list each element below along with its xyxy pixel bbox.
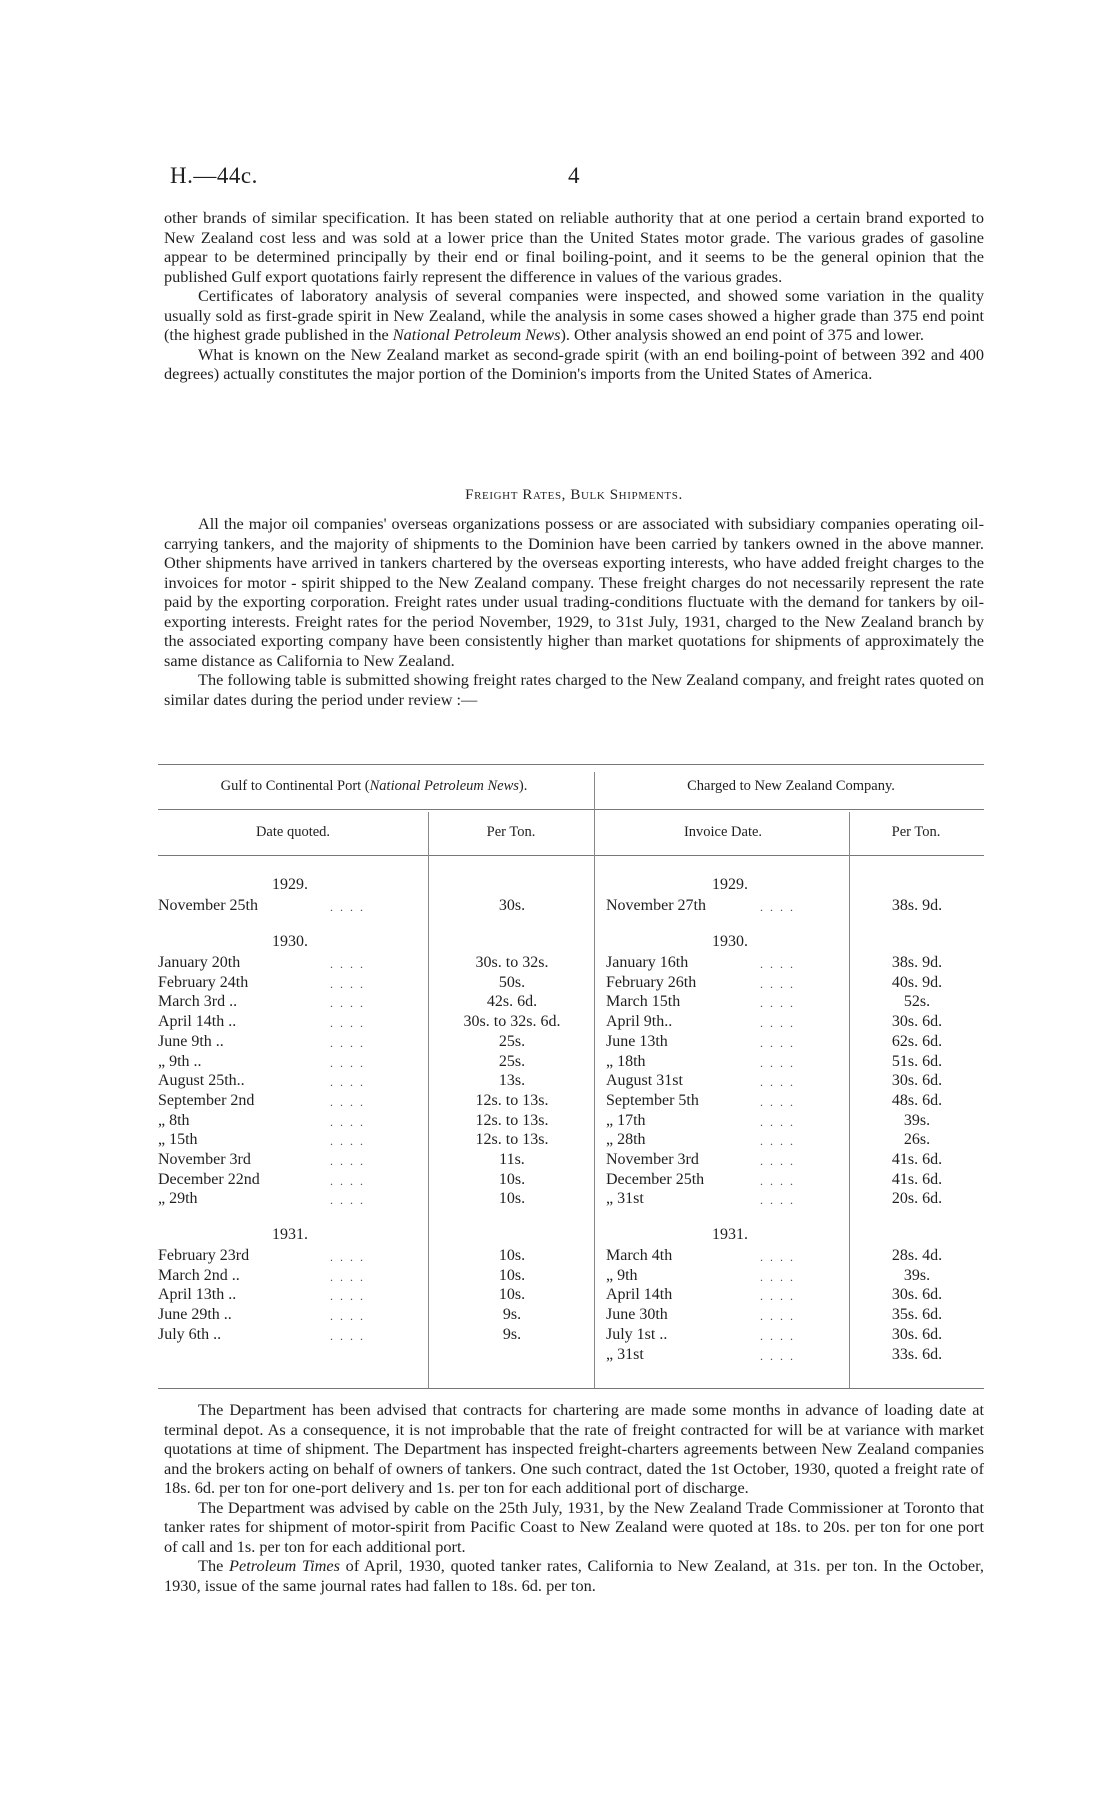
- leader-dots: . . . .: [330, 1193, 365, 1208]
- leader-dots: . . . .: [760, 1250, 795, 1264]
- leader-dots: . . . .: [330, 1289, 365, 1304]
- paragraph: The following table is submitted showing freight rates charged to the New Zealand company, and freight rates quoted on similar dates during the period under review :—: [164, 670, 984, 709]
- left-date-cell: January 20th: [158, 954, 241, 971]
- bottom-text-block: [164, 1400, 984, 1595]
- left-date-cell: „ 29th: [158, 1190, 198, 1208]
- right-date-cell: March 15th: [606, 993, 681, 1011]
- leader-dots: . . . .: [760, 976, 795, 991]
- leader-dots: . . . .: [330, 1016, 365, 1031]
- year-label: 1931.: [272, 1226, 308, 1243]
- right-col-divider: [849, 812, 850, 1388]
- leader-dots: . . . .: [760, 1173, 795, 1188]
- leader-dots: . . . .: [760, 1328, 795, 1343]
- section-title: Freight Rates, Bulk Shipments.: [465, 487, 683, 503]
- left-group-header: Gulf to Continental Port (National Petroleum News).: [220, 778, 528, 794]
- left-rate-cell: 25s.: [498, 1032, 526, 1050]
- leader-dots: . . . .: [330, 1328, 365, 1343]
- left-rate-cell: 10s.: [498, 1170, 526, 1188]
- right-date-cell: „ 31st: [606, 1345, 644, 1363]
- col-date-quoted: Date quoted.: [255, 824, 331, 840]
- left-date-cell: March 3rd ..: [158, 993, 238, 1011]
- leader-dots: . . . .: [760, 1309, 795, 1324]
- right-date-cell: „ 28th: [606, 1131, 646, 1149]
- right-date-cell: August 31st: [606, 1072, 683, 1090]
- top-text-block: [164, 208, 984, 384]
- left-date-cell: „ 8th: [158, 1111, 190, 1129]
- right-date-cell: March 4th: [606, 1247, 673, 1264]
- left-rate-cell: 30s. to 32s. 6d.: [463, 1013, 561, 1031]
- right-date-cell: November 3rd: [606, 1151, 699, 1168]
- paragraph: Certificates of laboratory analysis of several companies were inspected, and showed some variation in the quality usually sold as first-grade spirit in New Zealand, while the analysis in some cases showed a higher grade than 375 end point (the highest grade published in the National Petroleum News). Other analysis showed an end point of 375 and lower.: [164, 286, 984, 344]
- right-rate-cell: 38s. 9d.: [891, 897, 943, 914]
- left-rate-cell: 10s.: [498, 1286, 526, 1304]
- leader-dots: . . . .: [760, 1094, 795, 1109]
- left-date-cell: June 29th ..: [158, 1306, 232, 1324]
- right-date-cell: January 16th: [606, 954, 689, 971]
- leader-dots: . . . .: [330, 957, 365, 971]
- document-reference: H.—44c.: [170, 163, 258, 188]
- right-rate-cell: 26s.: [903, 1131, 931, 1149]
- left-date-cell: March 2nd ..: [158, 1266, 240, 1284]
- left-rate-cell: 12s. to 13s.: [475, 1091, 549, 1109]
- left-rate-cell: 25s.: [498, 1052, 526, 1070]
- right-date-cell: „ 31st: [606, 1190, 644, 1208]
- left-date-cell: June 9th ..: [158, 1032, 224, 1050]
- leader-dots: . . . .: [760, 1134, 795, 1149]
- left-date-cell: „ 9th ..: [158, 1052, 202, 1070]
- left-date-cell: April 13th ..: [158, 1286, 237, 1304]
- col-invoice-date: Invoice Date.: [683, 824, 763, 840]
- leader-dots: . . . .: [330, 1269, 365, 1284]
- right-rate-cell: 30s. 6d.: [891, 1325, 943, 1343]
- paragraph: What is known on the New Zealand market as second-grade spirit (with an end boiling-point of between 392 and 400 degrees) actually constitutes the major portion of the Dominion's imports from the United States of America.: [164, 344, 984, 383]
- left-rate-cell: 12s. to 13s.: [475, 1111, 549, 1129]
- header-rule: [158, 855, 984, 856]
- leader-dots: . . . .: [330, 1055, 365, 1070]
- left-date-cell: September 2nd: [158, 1091, 255, 1109]
- leader-dots: . . . .: [330, 1035, 365, 1050]
- right-date-cell: „ 17th: [606, 1111, 646, 1129]
- leader-dots: . . . .: [760, 1289, 795, 1304]
- leader-dots: . . . .: [760, 1075, 795, 1090]
- left-date-cell: November 3rd: [158, 1151, 251, 1168]
- left-date-cell: „ 15th: [158, 1131, 198, 1149]
- leader-dots: . . . .: [330, 1075, 365, 1090]
- left-date-cell: July 6th ..: [158, 1325, 222, 1343]
- leader-dots: . . . .: [330, 996, 365, 1011]
- journal-title: Petroleum Times: [229, 1556, 340, 1575]
- right-date-cell: December 25th: [606, 1170, 705, 1188]
- col-per-ton-left: Per Ton.: [486, 824, 536, 840]
- leader-dots: . . . .: [760, 1154, 795, 1168]
- left-rate-cell: 50s.: [498, 973, 526, 991]
- right-rate-cell: 39s.: [903, 1266, 931, 1284]
- right-group-header: Charged to New Zealand Company.: [687, 778, 895, 794]
- right-date-cell: April 9th..: [606, 1013, 673, 1031]
- right-rate-cell: 38s. 9d.: [891, 954, 943, 971]
- center-divider: [594, 772, 595, 1388]
- leader-dots: . . . .: [760, 1114, 795, 1129]
- leader-dots: . . . .: [760, 1016, 795, 1031]
- paragraph: All the major oil companies' overseas organizations possess or are associated with subsidiary companies operating oil-carrying tankers, and the majority of shipments to the Dominion have been carried by tankers owned in the above manner. Other shipments have arrived in tankers chartered by the overseas exporting interests, who have added freight charges to the invoices for motor - spirit shipped to the New Zealand company. These freight charges do not necessarily represent the rate paid by the exporting corporation. Freight rates under usual trading-conditions fluctuate with the demand for tankers by oil-exporting interests. Freight rates for the period November, 1929, to 31st July, 1931, charged to the New Zealand branch by the associated exporting company have been consistently higher than market quotations for shipments of approximately the same distance as California to New Zealand.: [164, 514, 984, 670]
- left-date-cell: December 22nd: [158, 1170, 260, 1188]
- right-rate-cell: 48s. 6d.: [891, 1091, 943, 1109]
- right-rate-cell: 41s. 6d.: [891, 1170, 943, 1188]
- right-rate-cell: 30s. 6d.: [891, 1072, 943, 1090]
- year-label: 1929.: [272, 876, 308, 893]
- right-rate-cell: 41s. 6d.: [891, 1151, 943, 1168]
- right-date-cell: „ 9th: [606, 1266, 638, 1284]
- paragraph: other brands of similar specification. It has been stated on reliable authority that at one period a certain brand exported to New Zealand cost less and was sold at a lower price than the United States motor grade. The various grades of gasoline appear to be determined principally by their end or final boiling-point, and it seems to be the general opinion that the published Gulf export quotations fairly represent the difference in values of the various grades.: [164, 208, 984, 286]
- right-date-cell: July 1st ..: [606, 1325, 668, 1343]
- left-rate-cell: 13s.: [498, 1072, 526, 1090]
- right-date-cell: November 27th: [606, 897, 706, 914]
- right-rate-cell: 35s. 6d.: [891, 1306, 943, 1324]
- right-rate-cell: 62s. 6d.: [891, 1032, 943, 1050]
- right-date-cell: June 13th: [606, 1032, 668, 1050]
- right-rate-cell: 28s. 4d.: [891, 1247, 943, 1264]
- leader-dots: . . . .: [330, 1173, 365, 1188]
- leader-dots: . . . .: [760, 1055, 795, 1070]
- left-date-cell: August 25th..: [158, 1072, 245, 1090]
- leader-dots: . . . .: [330, 1134, 365, 1149]
- right-rate-cell: 51s. 6d.: [891, 1052, 943, 1070]
- right-rate-cell: 30s. 6d.: [891, 1013, 943, 1031]
- leader-dots: . . . .: [760, 1193, 795, 1208]
- leader-dots: . . . .: [760, 1035, 795, 1050]
- leader-dots: . . . .: [760, 900, 795, 914]
- right-rate-cell: 52s.: [903, 993, 931, 1011]
- right-date-cell: „ 18th: [606, 1052, 646, 1070]
- right-rate-cell: 33s. 6d.: [891, 1345, 943, 1363]
- paragraph: The Department has been advised that contracts for chartering are made some months in advance of loading date at terminal depot. As a consequence, it is not improbable that the rate of freight contracted for will be at variance with market quotations at time of shipment. The Department has inspected freight-charters agreements between New Zealand companies and the brokers acting on behalf of owners of tankers. One such contract, dated the 1st October, 1930, quoted a freight rate of 18s. 6d. per ton for one-port delivery and 1s. per ton for each additional port of discharge.: [164, 1400, 984, 1497]
- col-per-ton-right: Per Ton.: [891, 824, 941, 840]
- left-rate-cell: 11s.: [499, 1151, 525, 1168]
- table-bottom-rule: [158, 1388, 984, 1389]
- table-top-rule: [158, 764, 984, 765]
- left-rate-cell: 42s. 6d.: [486, 993, 538, 1011]
- paragraph: The Petroleum Times of April, 1930, quoted tanker rates, California to New Zealand, at 31s. per ton. In the October, 1930, issue of the same journal rates had fallen to 18s. 6d. per ton.: [164, 1556, 984, 1595]
- journal-title: National Petroleum News: [392, 325, 561, 344]
- left-col-divider: [428, 812, 429, 1388]
- left-date-cell: November 25th: [158, 897, 258, 914]
- year-label: 1929.: [712, 876, 748, 893]
- leader-dots: . . . .: [330, 1250, 365, 1264]
- mid-text-block: [164, 514, 984, 709]
- left-rate-cell: 30s. to 32s.: [475, 954, 549, 971]
- leader-dots: . . . .: [330, 1094, 365, 1109]
- right-date-cell: April 14th: [606, 1286, 673, 1304]
- leader-dots: . . . .: [330, 976, 365, 991]
- year-label: 1930.: [712, 933, 748, 950]
- right-date-cell: September 5th: [606, 1091, 699, 1109]
- leader-dots: . . . .: [760, 957, 795, 971]
- leader-dots: . . . .: [760, 1348, 795, 1363]
- group-rule: [158, 809, 984, 810]
- left-date-cell: February 24th: [158, 973, 249, 991]
- left-rate-cell: 30s.: [498, 897, 526, 914]
- year-label: 1931.: [712, 1226, 748, 1243]
- leader-dots: . . . .: [330, 900, 365, 914]
- page-number: 4: [568, 163, 580, 188]
- left-rate-cell: 10s.: [498, 1266, 526, 1284]
- leader-dots: . . . .: [760, 1269, 795, 1284]
- left-rate-cell: 12s. to 13s.: [475, 1131, 549, 1149]
- left-date-cell: April 14th ..: [158, 1013, 237, 1031]
- leader-dots: . . . .: [760, 996, 795, 1011]
- paragraph: The Department was advised by cable on the 25th July, 1931, by the New Zealand Trade Commissioner at Toronto that tanker rates for shipment of motor-spirit from Pacific Coast to New Zealand were quoted at 18s. to 20s. per ton for one port of call and 1s. per ton for each additional port.: [164, 1497, 984, 1556]
- right-date-cell: June 30th: [606, 1306, 668, 1324]
- year-label: 1930.: [272, 933, 308, 950]
- left-rate-cell: 9s.: [502, 1325, 522, 1343]
- right-date-cell: February 26th: [606, 973, 697, 991]
- right-rate-cell: 30s. 6d.: [891, 1286, 943, 1304]
- left-rate-cell: 10s.: [498, 1247, 526, 1264]
- leader-dots: . . . .: [330, 1114, 365, 1129]
- right-rate-cell: 40s. 9d.: [891, 973, 943, 991]
- leader-dots: . . . .: [330, 1309, 365, 1324]
- leader-dots: . . . .: [330, 1154, 365, 1168]
- left-rate-cell: 10s.: [498, 1190, 526, 1208]
- right-rate-cell: 20s. 6d.: [891, 1190, 943, 1208]
- left-rate-cell: 9s.: [502, 1306, 522, 1324]
- left-date-cell: February 23rd: [158, 1247, 250, 1264]
- right-rate-cell: 39s.: [903, 1111, 931, 1129]
